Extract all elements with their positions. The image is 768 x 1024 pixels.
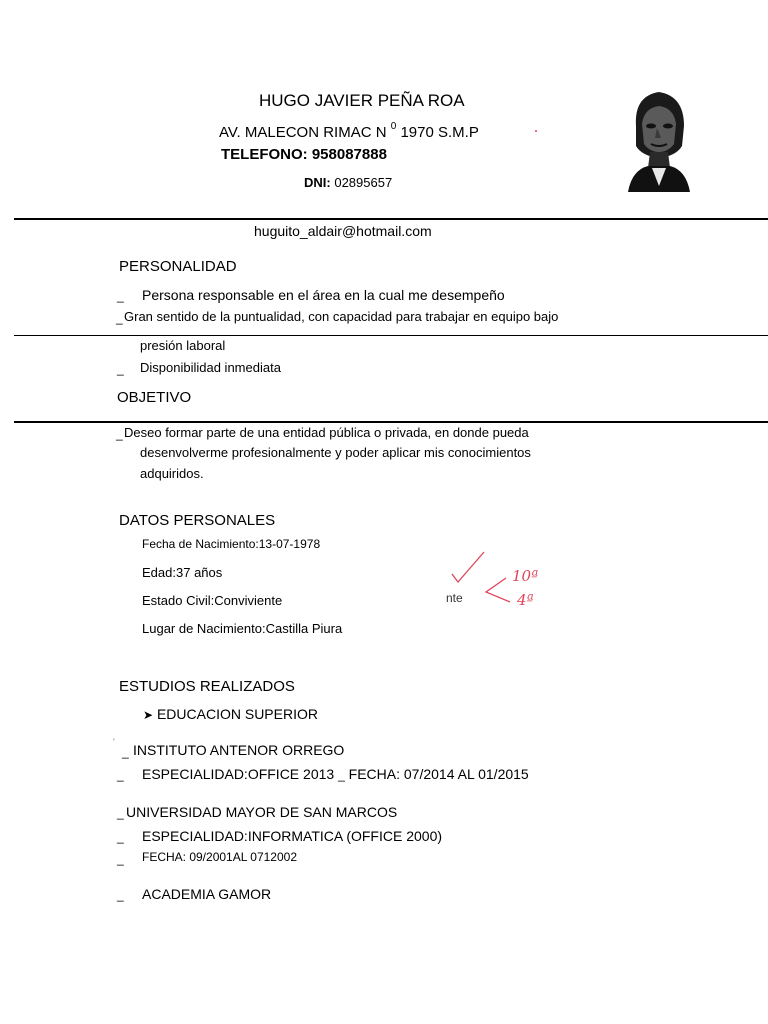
education-level-label: EDUCACION SUPERIOR xyxy=(156,706,318,722)
edad: Edad:37 años xyxy=(142,565,223,580)
section-rule xyxy=(14,335,768,336)
bullet-dash: _ xyxy=(117,289,124,303)
fecha-value: 13-07-1978 xyxy=(258,537,321,551)
civil-label: Estado Civil xyxy=(142,593,211,608)
university-name: UNIVERSIDAD MAYOR DE SAN MARCOS xyxy=(126,804,398,820)
annotation-note-1: 10ª xyxy=(512,567,539,585)
objetivo-rule xyxy=(14,421,768,423)
email: huguito_aldair@hotmail.com xyxy=(254,223,432,239)
edad-label: Edad xyxy=(142,565,173,580)
lugar-value: Castilla Piura xyxy=(265,621,343,636)
personalidad-item-continued: presión laboral xyxy=(140,338,226,353)
bullet-dash: _ xyxy=(117,806,124,820)
annotation-note-2: 4ª xyxy=(517,591,534,609)
address-prefix: AV. MALECON RIMAC N xyxy=(219,124,387,141)
candidate-name: HUGO JAVIER PEÑA ROA xyxy=(259,91,465,110)
bullet-dash: _ xyxy=(117,362,124,376)
objetivo-heading: OBJETIVO xyxy=(117,389,192,406)
lugar-nacimiento: Lugar de Nacimiento:Castilla Piura xyxy=(142,621,343,636)
stray-text-fragment: nte xyxy=(446,591,463,605)
institute-specialty: ESPECIALIDAD:OFFICE 2013 _ FECHA: 07/2014 AL 01/2015 xyxy=(142,766,529,782)
university-dates: FECHA: 09/2001AL 0712002 xyxy=(142,850,297,864)
bullet-dash: _ xyxy=(117,888,124,902)
education-level xyxy=(143,707,318,721)
datos-heading: DATOS PERSONALES xyxy=(119,512,276,529)
university-specialty: ESPECIALIDAD:INFORMATICA (OFFICE 2000) xyxy=(142,828,443,844)
dni-line xyxy=(304,176,392,189)
bullet-dash: _ xyxy=(122,745,129,759)
fecha-label: Fecha de Nacimiento xyxy=(142,537,256,551)
personalidad-item: Gran sentido de la puntualidad, con capacidad para trabajar en equipo bajo xyxy=(124,309,559,324)
objetivo-line: adquiridos. xyxy=(140,466,204,481)
estado-civil: Estado Civil:Conviviente xyxy=(142,593,283,608)
address-line xyxy=(219,121,479,141)
institute-dates: FECHA: 07/2014 AL 01/2015 xyxy=(348,766,529,782)
civil-value: Conviviente xyxy=(214,593,283,608)
handwritten-annotation-marks xyxy=(440,540,570,620)
objetivo-line: desenvolverme profesionalmente y poder aplicar mis conocimientos xyxy=(140,445,531,460)
lugar-label: Lugar de Nacimiento xyxy=(142,621,262,636)
bullet-dash: _ xyxy=(117,768,124,782)
bullet-dash: _ xyxy=(117,830,124,844)
personalidad-heading: PERSONALIDAD xyxy=(119,258,237,275)
edad-value: 37 años xyxy=(176,565,223,580)
address-superscript: 0 xyxy=(390,121,397,132)
address-suffix: 1970 S.M.P xyxy=(400,124,479,141)
dni-value: 02895657 xyxy=(334,175,393,190)
profile-photo xyxy=(624,86,694,192)
bullet-dash: _ xyxy=(116,311,123,325)
arrow-bullet-icon: ➤ xyxy=(143,708,154,722)
personalidad-item: Disponibilidad inmediata xyxy=(140,360,281,375)
institute-name: INSTITUTO ANTENOR ORREGO xyxy=(133,742,345,758)
ink-dot xyxy=(535,130,537,132)
stray-mark: ' xyxy=(113,737,115,747)
phone-line: TELEFONO: 958087888 xyxy=(221,146,387,163)
header-rule xyxy=(14,218,768,220)
personalidad-item: Persona responsable en el área en la cual me desempeño xyxy=(142,287,505,303)
dni-label: DNI: xyxy=(304,175,331,190)
bullet-dash: _ xyxy=(116,427,123,441)
bullet-dash: _ xyxy=(117,852,124,866)
academy-name: ACADEMIA GAMOR xyxy=(142,886,272,902)
institute-specialty-label: ESPECIALIDAD:OFFICE 2013 xyxy=(142,766,335,782)
objetivo-line: Deseo formar parte de una entidad pública o privada, en donde pueda xyxy=(124,425,529,440)
fecha-nacimiento: Fecha de Nacimiento:13-07-1978 xyxy=(142,537,321,551)
estudios-heading: ESTUDIOS REALIZADOS xyxy=(119,678,295,695)
